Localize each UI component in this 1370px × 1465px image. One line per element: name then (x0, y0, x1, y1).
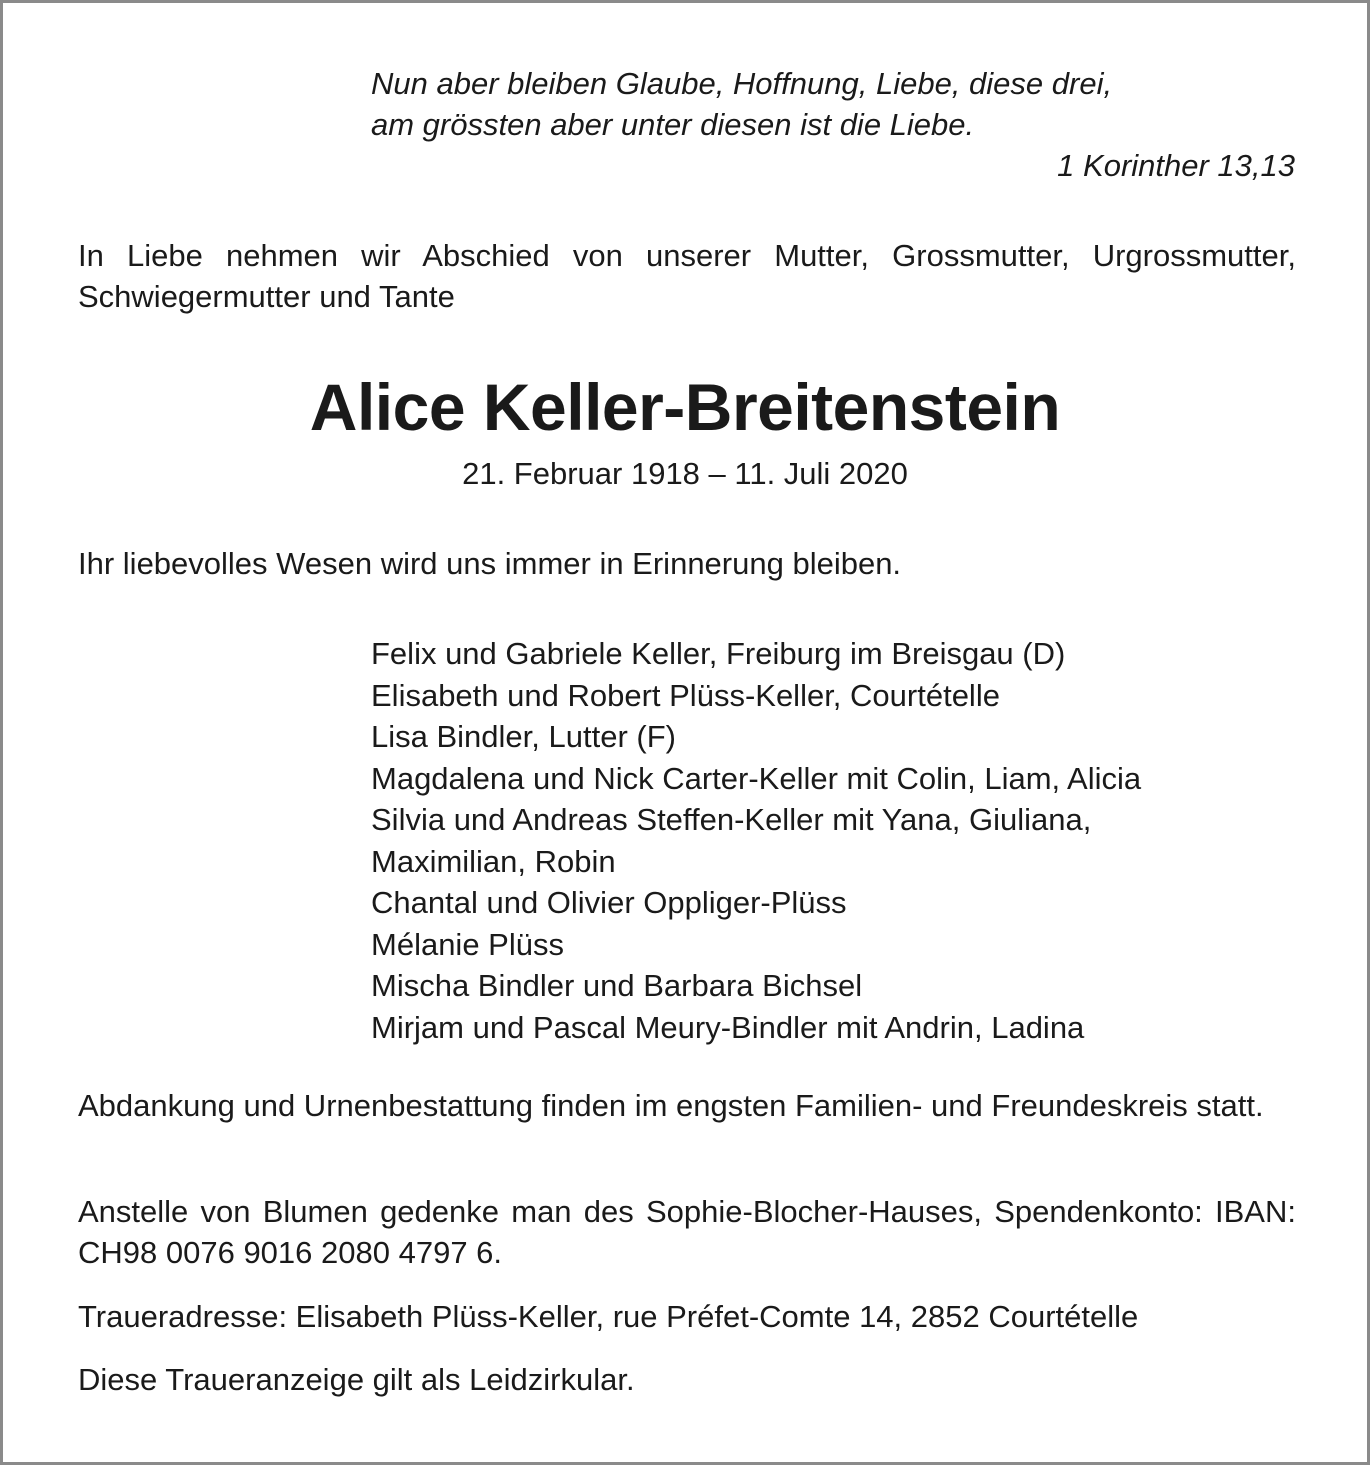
donation-note: Anstelle von Blumen gedenke man des Sophie-Blocher-Hauses, Spendenkonto: IBAN: CH98 0076 9016 2080 4797 6. (78, 1194, 1296, 1270)
memory-text: Ihr liebevolles Wesen wird uns immer in Erinnerung bleiben. (78, 546, 902, 581)
quote-line-2: am grössten aber unter diesen ist die Liebe. (371, 107, 975, 142)
funeral-note: Abdankung und Urnenbestattung finden im engsten Familien- und Freundeskreis statt. (78, 1088, 1264, 1123)
family-member: Mirjam und Pascal Meury-Bindler mit Andrin, Ladina (371, 1009, 1085, 1045)
family-member: Magdalena und Nick Carter-Keller mit Colin, Liam, Alicia (371, 760, 1142, 796)
quote-line-1: Nun aber bleiben Glaube, Hoffnung, Liebe, diese drei, (371, 66, 1113, 101)
family-member: Mélanie Plüss (371, 926, 564, 962)
family-member: Chantal und Olivier Oppliger-Plüss (371, 885, 847, 920)
intro-text: In Liebe nehmen wir Abschied von unserer Mutter, Grossmutter, Urgrossmutter, Schwiegermutter und Tante (78, 238, 1296, 314)
family-member: Mischa Bindler und Barbara Bichsel (371, 968, 863, 1003)
family-member: Lisa Bindler, Lutter (F) (371, 719, 676, 754)
mourning-address: Traueradresse: Elisabeth Plüss-Keller, rue Préfet-Comte 14, 2852 Courtételle (78, 1299, 1139, 1334)
life-dates: 21. Februar 1918 – 11. Juli 2020 (462, 456, 908, 491)
family-member: Silvia und Andreas Steffen-Keller mit Yana, Giuliana, (371, 802, 1092, 837)
quote-reference: 1 Korinther 13,13 (1057, 148, 1295, 183)
family-member: Maximilian, Robin (371, 843, 616, 879)
family-member: Felix und Gabriele Keller, Freiburg im Breisgau (D) (371, 636, 1066, 671)
family-member: Elisabeth und Robert Plüss-Keller, Courtételle (371, 677, 1000, 713)
bible-quote (371, 63, 1295, 186)
deceased-name: Alice Keller-Breitenstein (309, 370, 1061, 444)
family-list (371, 633, 1295, 1048)
circular-note: Diese Traueranzeige gilt als Leidzirkular. (78, 1362, 635, 1397)
